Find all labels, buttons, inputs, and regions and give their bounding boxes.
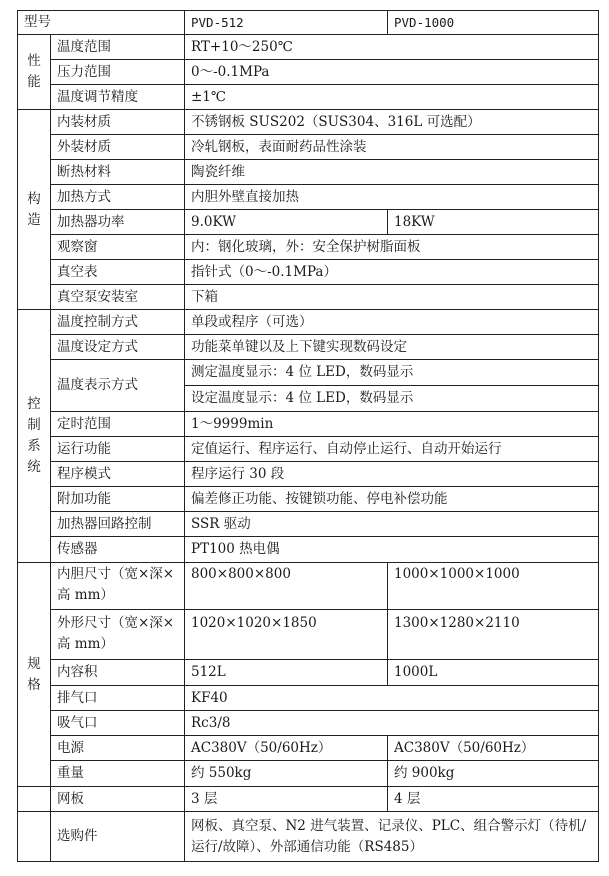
row-value: 程序运行 30 段 <box>185 462 599 487</box>
row-value-b: 约 900kg <box>388 761 599 787</box>
model-a-header: PVD-512 <box>185 11 388 35</box>
table-row <box>18 260 599 285</box>
row-value-a: 9.0KW <box>185 210 388 235</box>
row-label: 定时范围 <box>51 412 185 437</box>
row-label: 断热材料 <box>51 160 185 185</box>
row-value: 陶瓷纤维 <box>185 160 599 185</box>
model-header-label: 型号 <box>18 11 185 35</box>
group-control: 控 制 系 统 <box>18 310 51 563</box>
row-value: 设定温度显示：4 位 LED，数码显示 <box>185 386 599 412</box>
row-label: 内装材质 <box>51 110 185 135</box>
table-row <box>18 412 599 437</box>
table-row <box>18 686 599 711</box>
table-row <box>18 185 599 210</box>
row-label: 加热器功率 <box>51 210 185 235</box>
row-label: 附加功能 <box>51 487 185 512</box>
table-row <box>18 537 599 563</box>
row-label: 温度控制方式 <box>51 310 185 335</box>
row-value: 1～9999min <box>185 412 599 437</box>
row-value: 指针式（0～-0.1MPa） <box>185 260 599 285</box>
row-label: 压力范围 <box>51 60 185 85</box>
row-value: 下箱 <box>185 285 599 310</box>
row-value: PT100 热电偶 <box>185 537 599 563</box>
row-label: 排气口 <box>51 686 185 711</box>
table-row <box>18 563 599 610</box>
row-value: 0～-0.1MPa <box>185 60 599 85</box>
row-label: 温度调节精度 <box>51 85 185 110</box>
table-row <box>18 736 599 761</box>
group-structure: 构 造 <box>18 110 51 310</box>
row-value: 不锈钢板 SUS202（SUS304、316L 可选配） <box>185 110 599 135</box>
row-value: 测定温度显示：4 位 LED，数码显示 <box>185 360 599 386</box>
row-value: 内：钢化玻璃，外：安全保护树脂面板 <box>185 235 599 260</box>
table-row <box>18 285 599 310</box>
table-row <box>18 761 599 787</box>
spec-table <box>17 10 599 862</box>
row-label: 重量 <box>51 761 185 787</box>
row-value-b: 1300×1280×2110 <box>388 610 599 660</box>
row-label: 外形尺寸（宽×深×高 mm） <box>51 610 185 660</box>
table-row <box>18 437 599 462</box>
row-value: 单段或程序（可选） <box>185 310 599 335</box>
row-label: 温度设定方式 <box>51 335 185 360</box>
table-row <box>18 35 599 60</box>
row-value: 冷轧钢板，表面耐药品性涂装 <box>185 135 599 160</box>
row-label: 温度范围 <box>51 35 185 60</box>
table-row <box>18 60 599 85</box>
model-b-header: PVD-1000 <box>388 11 599 35</box>
table-row <box>18 210 599 235</box>
row-value-b: 1000×1000×1000 <box>388 563 599 610</box>
row-value: RT+10～250℃ <box>185 35 599 60</box>
row-value: 功能菜单键以及上下键实现数码设定 <box>185 335 599 360</box>
row-value-b: 4 层 <box>388 787 599 812</box>
table-row <box>18 85 599 110</box>
row-value-a: 约 550kg <box>185 761 388 787</box>
group-empty <box>18 812 51 862</box>
row-value: 偏差修正功能、按键锁功能、停电补偿功能 <box>185 487 599 512</box>
row-label: 网板 <box>51 787 185 812</box>
table-row <box>18 335 599 360</box>
row-value: KF40 <box>185 686 599 711</box>
group-performance: 性 能 <box>18 35 51 110</box>
row-value: 网板、真空泵、N2 进气装置、记录仪、PLC、组合警示灯（待机/运行/故障）、外部通信功能（RS485） <box>185 812 599 862</box>
row-value-b: 18KW <box>388 210 599 235</box>
table-row <box>18 160 599 185</box>
row-value-a: 800×800×800 <box>185 563 388 610</box>
table-row <box>18 235 599 260</box>
table-row <box>18 135 599 160</box>
row-label: 加热方式 <box>51 185 185 210</box>
row-label: 外装材质 <box>51 135 185 160</box>
row-label: 观察窗 <box>51 235 185 260</box>
row-value-a: 512L <box>185 660 388 686</box>
table-row <box>18 512 599 537</box>
row-label: 电源 <box>51 736 185 761</box>
table-row <box>18 487 599 512</box>
table-row <box>18 360 599 386</box>
table-row <box>18 462 599 487</box>
table-row <box>18 711 599 736</box>
row-value: SSR 驱动 <box>185 512 599 537</box>
row-label: 真空泵安装室 <box>51 285 185 310</box>
row-value-b: AC380V（50/60Hz） <box>388 736 599 761</box>
row-label: 内胆尺寸（宽×深×高 mm） <box>51 563 185 610</box>
row-value: Rc3/8 <box>185 711 599 736</box>
row-value-a: AC380V（50/60Hz） <box>185 736 388 761</box>
row-value: 内胆外壁直接加热 <box>185 185 599 210</box>
row-value-a: 3 层 <box>185 787 388 812</box>
row-label: 程序模式 <box>51 462 185 487</box>
row-value-a: 1020×1020×1850 <box>185 610 388 660</box>
group-specs: 规 格 <box>18 563 51 787</box>
table-row <box>18 110 599 135</box>
table-row <box>18 610 599 660</box>
row-label: 真空表 <box>51 260 185 285</box>
row-value: 定值运行、程序运行、自动停止运行、自动开始运行 <box>185 437 599 462</box>
row-label: 温度表示方式 <box>51 360 185 412</box>
table-row <box>18 310 599 335</box>
row-label: 加热器回路控制 <box>51 512 185 537</box>
table-row <box>18 787 599 812</box>
group-empty <box>18 787 51 812</box>
table-row <box>18 660 599 686</box>
row-label: 运行功能 <box>51 437 185 462</box>
row-value: ±1℃ <box>185 85 599 110</box>
row-label: 吸气口 <box>51 711 185 736</box>
table-row <box>18 812 599 862</box>
row-label: 选购件 <box>51 812 185 862</box>
row-value-b: 1000L <box>388 660 599 686</box>
row-label: 传感器 <box>51 537 185 563</box>
table-row <box>18 11 599 35</box>
row-label: 内容积 <box>51 660 185 686</box>
